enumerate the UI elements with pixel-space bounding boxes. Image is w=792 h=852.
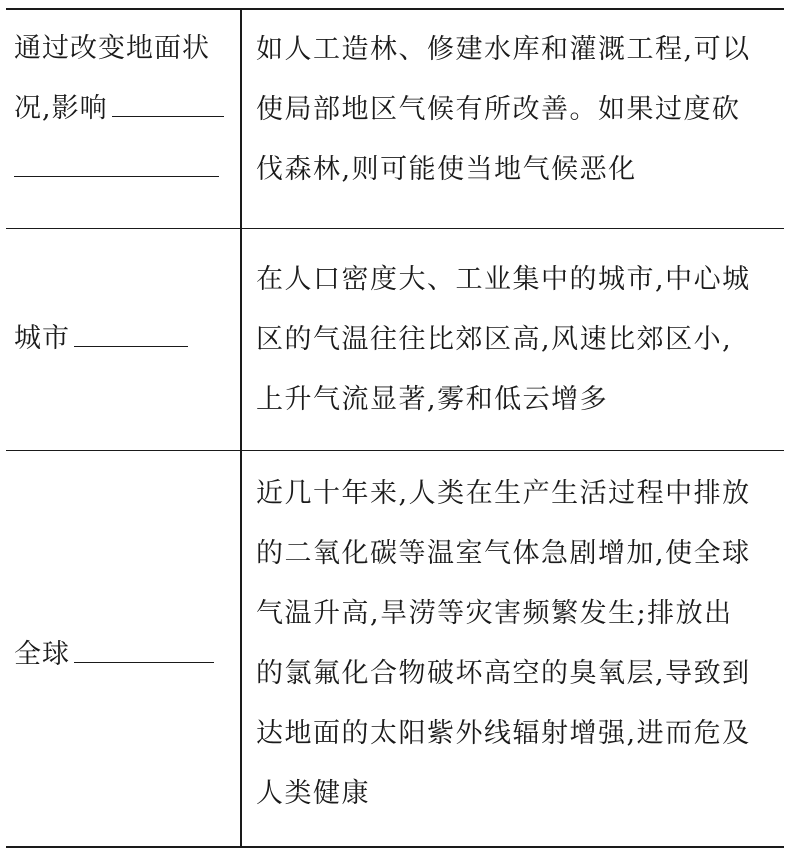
text-line: 达地面的太阳紫外线辐射增强,进而危及 [256,718,751,749]
text-line: 区的气温往往比郊区高,风速比郊区小, [256,324,733,355]
row3-left-cell [14,624,234,684]
row1-left-line3 [14,138,234,198]
text-line: 伐森林,则可能使当地气候恶化 [256,154,637,185]
row2-left-line [14,308,234,368]
text-line: 人类健康 [256,778,370,809]
answer-blank[interactable] [14,146,219,177]
row2-right-cell [256,250,786,430]
text-line: 在人口密度大、工业集中的城市,中心城 [256,264,751,295]
row-divider [6,450,784,451]
row1-left-line2 [14,78,234,138]
row3-left-label: 全球 [14,639,70,670]
row3-right-cell [256,464,786,824]
text-line: 如人工造林、修建水库和灌溉工程,可以 [256,34,751,65]
row1-left-line1: 通过改变地面状 [14,33,210,64]
answer-blank[interactable] [74,316,188,347]
row-divider [6,228,784,229]
text-line: 使局部地区气候有所改善。如果过度砍 [256,94,741,125]
row1-left-line2-text: 况,影响 [14,93,108,124]
row1-right-cell [256,20,786,200]
answer-blank[interactable] [112,86,224,117]
text-line: 气温升高,旱涝等灾害频繁发生;排放出 [256,598,733,629]
row2-left-label: 城市 [14,323,70,354]
column-divider [240,10,242,846]
answer-blank[interactable] [74,632,214,663]
row2-left-cell [14,308,234,368]
text-line: 上升气流显著,雾和低云增多 [256,384,609,415]
row1-left-cell [14,18,234,198]
text-line: 的二氧化碳等温室气体急剧增加,使全球 [256,538,751,569]
text-line: 近几十年来,人类在生产生活过程中排放 [256,478,751,509]
row3-left-line [14,624,234,684]
text-line: 的氯氟化合物破坏高空的臭氧层,导致到 [256,658,751,689]
climate-impact-table [6,8,784,848]
